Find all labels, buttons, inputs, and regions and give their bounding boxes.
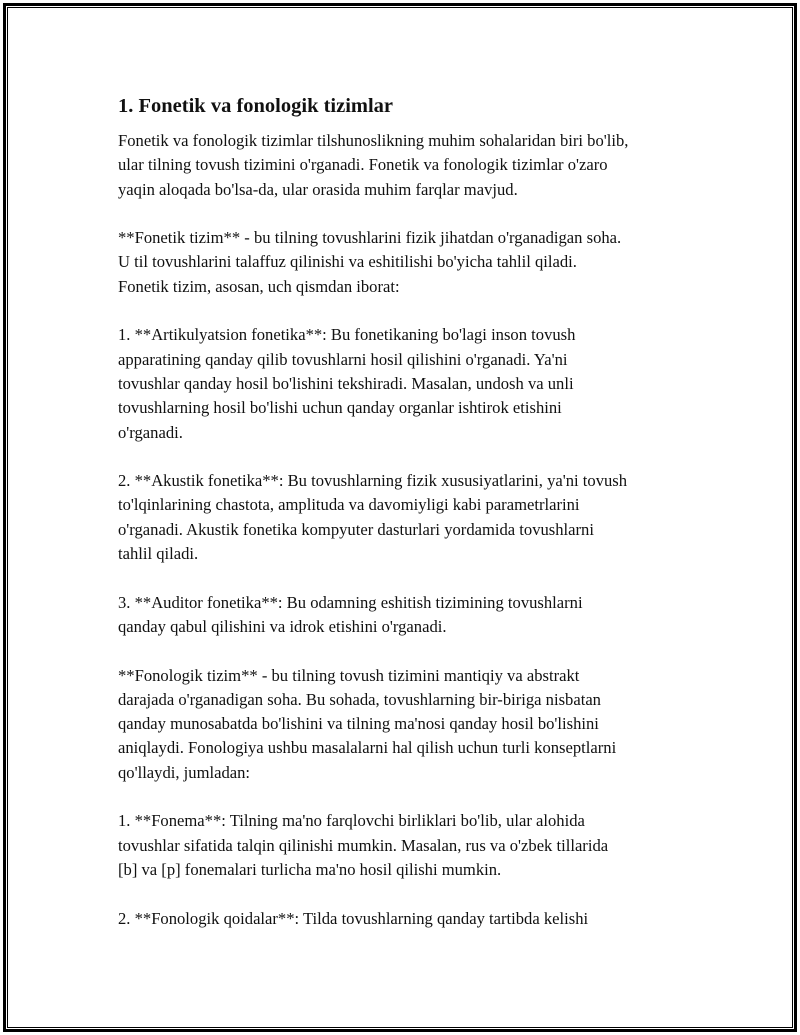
- text-line: ular tilning tovush tizimini o'rganadi. Fonetik va fonologik tizimlar o'zaro: [118, 155, 608, 175]
- paragraph: [118, 129, 718, 202]
- paragraph: [118, 226, 718, 299]
- text-line: qanday munosabatda bo'lishini va tilning ma'nosi qanday hosil bo'lishini: [118, 714, 599, 734]
- text-line: 1. **Fonema**: Tilning ma'no farqlovchi birliklari bo'lib, ular alohida: [118, 811, 585, 831]
- paragraph: [118, 907, 718, 931]
- document-body: [118, 93, 718, 955]
- paragraph-list: [118, 129, 718, 931]
- paragraph: [118, 809, 718, 882]
- text-line: qanday qabul qilishini va idrok etishini o'rganadi.: [118, 616, 447, 636]
- text-line: [b] va [p] fonemalari turlicha ma'no hosil qilishi mumkin.: [118, 859, 502, 879]
- text-line: 1. **Artikulyatsion fonetika**: Bu fonetikaning bo'lagi inson tovush: [118, 325, 576, 345]
- text-line: tovushlar qanday hosil bo'lishini tekshiradi. Masalan, undosh va unli: [118, 373, 574, 393]
- text-line: apparatining qanday qilib tovushlarni hosil qilishini o'rganadi. Ya'ni: [118, 349, 568, 369]
- paragraph: [118, 323, 718, 444]
- text-line: qo'llaydi, jumladan:: [118, 762, 251, 782]
- text-line: U til tovushlarini talaffuz qilinishi va eshitilishi bo'yicha tahlil qiladi.: [118, 252, 577, 272]
- paragraph: [118, 664, 718, 785]
- text-line: 2. **Fonologik qoidalar**: Tilda tovushlarning qanday tartibda kelishi: [118, 908, 589, 928]
- text-line: o'rganadi. Akustik fonetika kompyuter dasturlari yordamida tovushlarni: [118, 519, 594, 539]
- text-line: o'rganadi.: [118, 422, 183, 442]
- text-line: aniqlaydi. Fonologiya ushbu masalalarni hal qilish uchun turli konseptlarni: [118, 738, 617, 758]
- text-line: Fonetik va fonologik tizimlar tilshunoslikning muhim sohalaridan biri bo'lib,: [118, 131, 629, 150]
- text-line: **Fonetik tizim** - bu tilning tovushlarini fizik jihatdan o'rganadigan soha.: [118, 228, 622, 248]
- paragraph: [118, 469, 718, 566]
- text-line: darajada o'rganadigan soha. Bu sohada, tovushlarning bir-biriga nisbatan: [118, 689, 601, 709]
- text-line: **Fonologik tizim** - bu tilning tovush tizimini mantiqiy va abstrakt: [118, 665, 580, 685]
- text-line: tovushlarning hosil bo'lishi uchun qanday organlar ishtirok etishini: [118, 398, 562, 418]
- text-line: 2. **Akustik fonetika**: Bu tovushlarning fizik xususiyatlarini, ya'ni tovush: [118, 471, 628, 491]
- paragraph: [118, 591, 718, 640]
- section-heading: 1. Fonetik va fonologik tizimlar: [118, 95, 394, 117]
- text-line: 3. **Auditor fonetika**: Bu odamning eshitish tizimining tovushlarni: [118, 592, 583, 612]
- text-line: yaqin aloqada bo'lsa-da, ular orasida muhim farqlar mavjud.: [118, 179, 518, 199]
- text-line: to'lqinlarining chastota, amplituda va davomiyligi kabi parametrlarini: [118, 495, 580, 515]
- text-line: Fonetik tizim, asosan, uch qismdan iborat:: [118, 276, 400, 296]
- text-line: tahlil qiladi.: [118, 544, 199, 564]
- text-line: tovushlar sifatida talqin qilinishi mumkin. Masalan, rus va o'zbek tillarida: [118, 835, 609, 855]
